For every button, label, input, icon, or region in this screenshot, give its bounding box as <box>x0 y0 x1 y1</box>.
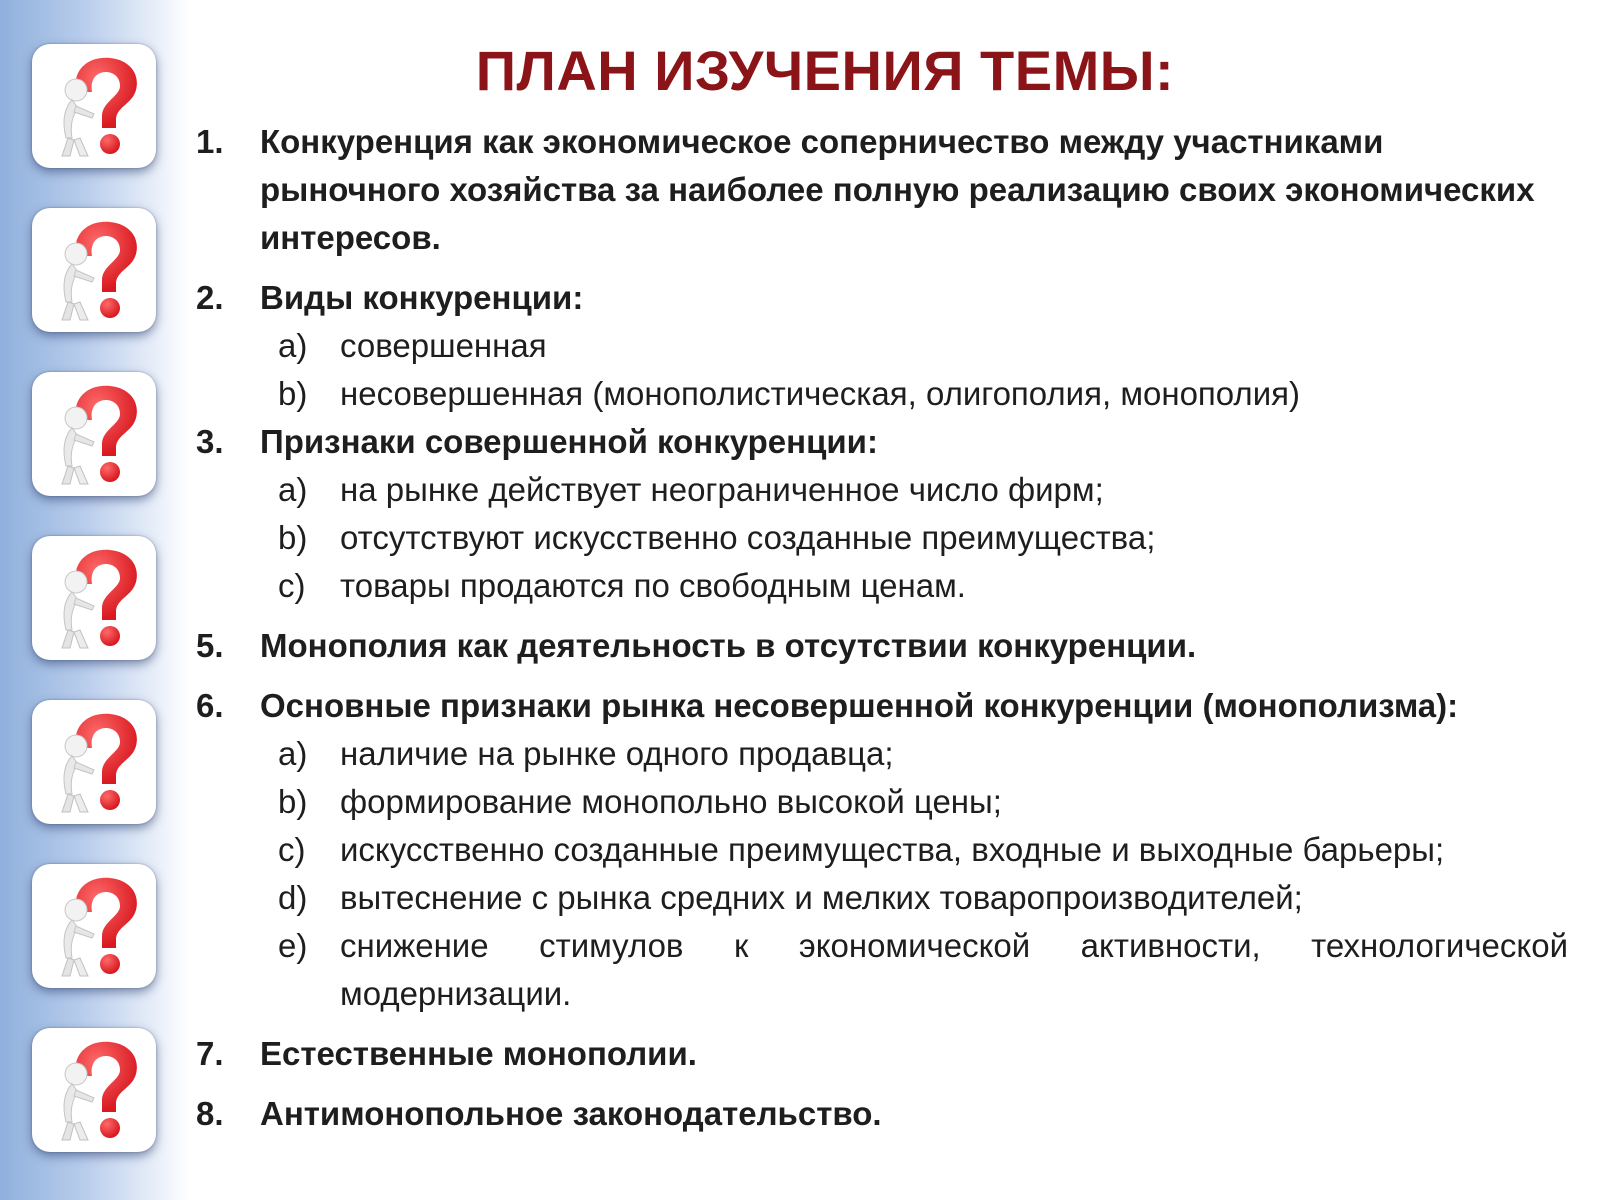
question-tile <box>32 208 156 332</box>
plan-item <box>196 118 1568 262</box>
sub-item <box>196 922 1568 1018</box>
plan-item <box>196 1030 1568 1078</box>
question-figure-icon <box>32 208 156 332</box>
plan-item <box>196 682 1568 730</box>
question-figure-icon <box>32 700 156 824</box>
question-tile <box>32 700 156 824</box>
sub-letter: b) <box>278 375 308 412</box>
item-number: 8. <box>196 1095 224 1132</box>
sub-letter: e) <box>278 927 308 964</box>
item-number: 5. <box>196 627 224 664</box>
sub-item <box>196 778 1568 826</box>
plan-item <box>196 418 1568 466</box>
plan-item <box>196 274 1568 322</box>
sub-text: товары продаются по свободным ценам. <box>340 567 966 604</box>
question-figure-icon <box>32 44 156 168</box>
sub-item <box>196 874 1568 922</box>
plan-item <box>196 1090 1568 1138</box>
question-tile <box>32 864 156 988</box>
sub-text: искусственно созданные преимущества, входные и выходные барьеры; <box>340 831 1445 868</box>
item-text: Монополия как деятельность в отсутствии конкуренции. <box>260 627 1197 664</box>
sub-text: наличие на рынке одного продавца; <box>340 735 894 772</box>
sub-text: снижение стимулов к экономической активности, технологической модернизации. <box>340 927 1568 1012</box>
sub-text: совершенная <box>340 327 547 364</box>
sub-letter: a) <box>278 327 308 364</box>
item-number: 6. <box>196 687 224 724</box>
item-number: 1. <box>196 123 224 160</box>
page-title: ПЛАН ИЗУЧЕНИЯ ТЕМЫ: <box>475 39 1175 102</box>
item-text: Антимонопольное законодательство. <box>260 1095 882 1132</box>
item-text: Основные признаки рынка несовершенной конкуренции (монополизма): <box>260 687 1459 724</box>
sub-item <box>196 466 1568 514</box>
item-text: Виды конкуренции: <box>260 279 584 316</box>
question-tile <box>32 372 156 496</box>
sub-item <box>196 322 1568 370</box>
item-text: Конкуренция как экономическое соперничество между участниками рыночного хозяйства за наиболее полную реализацию своих экономических интересов. <box>260 123 1535 256</box>
sub-text: несовершенная (монополистическая, олигополия, монополия) <box>340 375 1300 412</box>
sub-letter: b) <box>278 783 308 820</box>
question-figure-icon <box>32 1028 156 1152</box>
sub-letter: d) <box>278 879 308 916</box>
plan-list <box>196 118 1568 1138</box>
sub-item <box>196 730 1568 778</box>
question-figure-icon <box>32 536 156 660</box>
question-tile <box>32 536 156 660</box>
sub-text: на рынке действует неограниченное число фирм; <box>340 471 1104 508</box>
sub-text: вытеснение с рынка средних и мелких товаропроизводителей; <box>340 879 1303 916</box>
sub-letter: c) <box>278 567 306 604</box>
sub-text: формирование монопольно высокой цены; <box>340 783 1002 820</box>
sub-item <box>196 826 1568 874</box>
sub-text: отсутствуют искусственно созданные преимущества; <box>340 519 1156 556</box>
sub-item <box>196 562 1568 610</box>
question-figure-icon <box>32 864 156 988</box>
sub-item <box>196 370 1568 418</box>
plan-item <box>196 622 1568 670</box>
item-number: 3. <box>196 423 224 460</box>
item-text: Признаки совершенной конкуренции: <box>260 423 878 460</box>
sub-letter: a) <box>278 471 308 508</box>
sub-letter: b) <box>278 519 308 556</box>
sub-letter: c) <box>278 831 306 868</box>
sub-letter: a) <box>278 735 308 772</box>
question-tile <box>32 1028 156 1152</box>
item-number: 7. <box>196 1035 224 1072</box>
question-figure-icon <box>32 372 156 496</box>
item-text: Естественные монополии. <box>260 1035 697 1072</box>
sub-item <box>196 514 1568 562</box>
item-number: 2. <box>196 279 224 316</box>
question-tile <box>32 44 156 168</box>
